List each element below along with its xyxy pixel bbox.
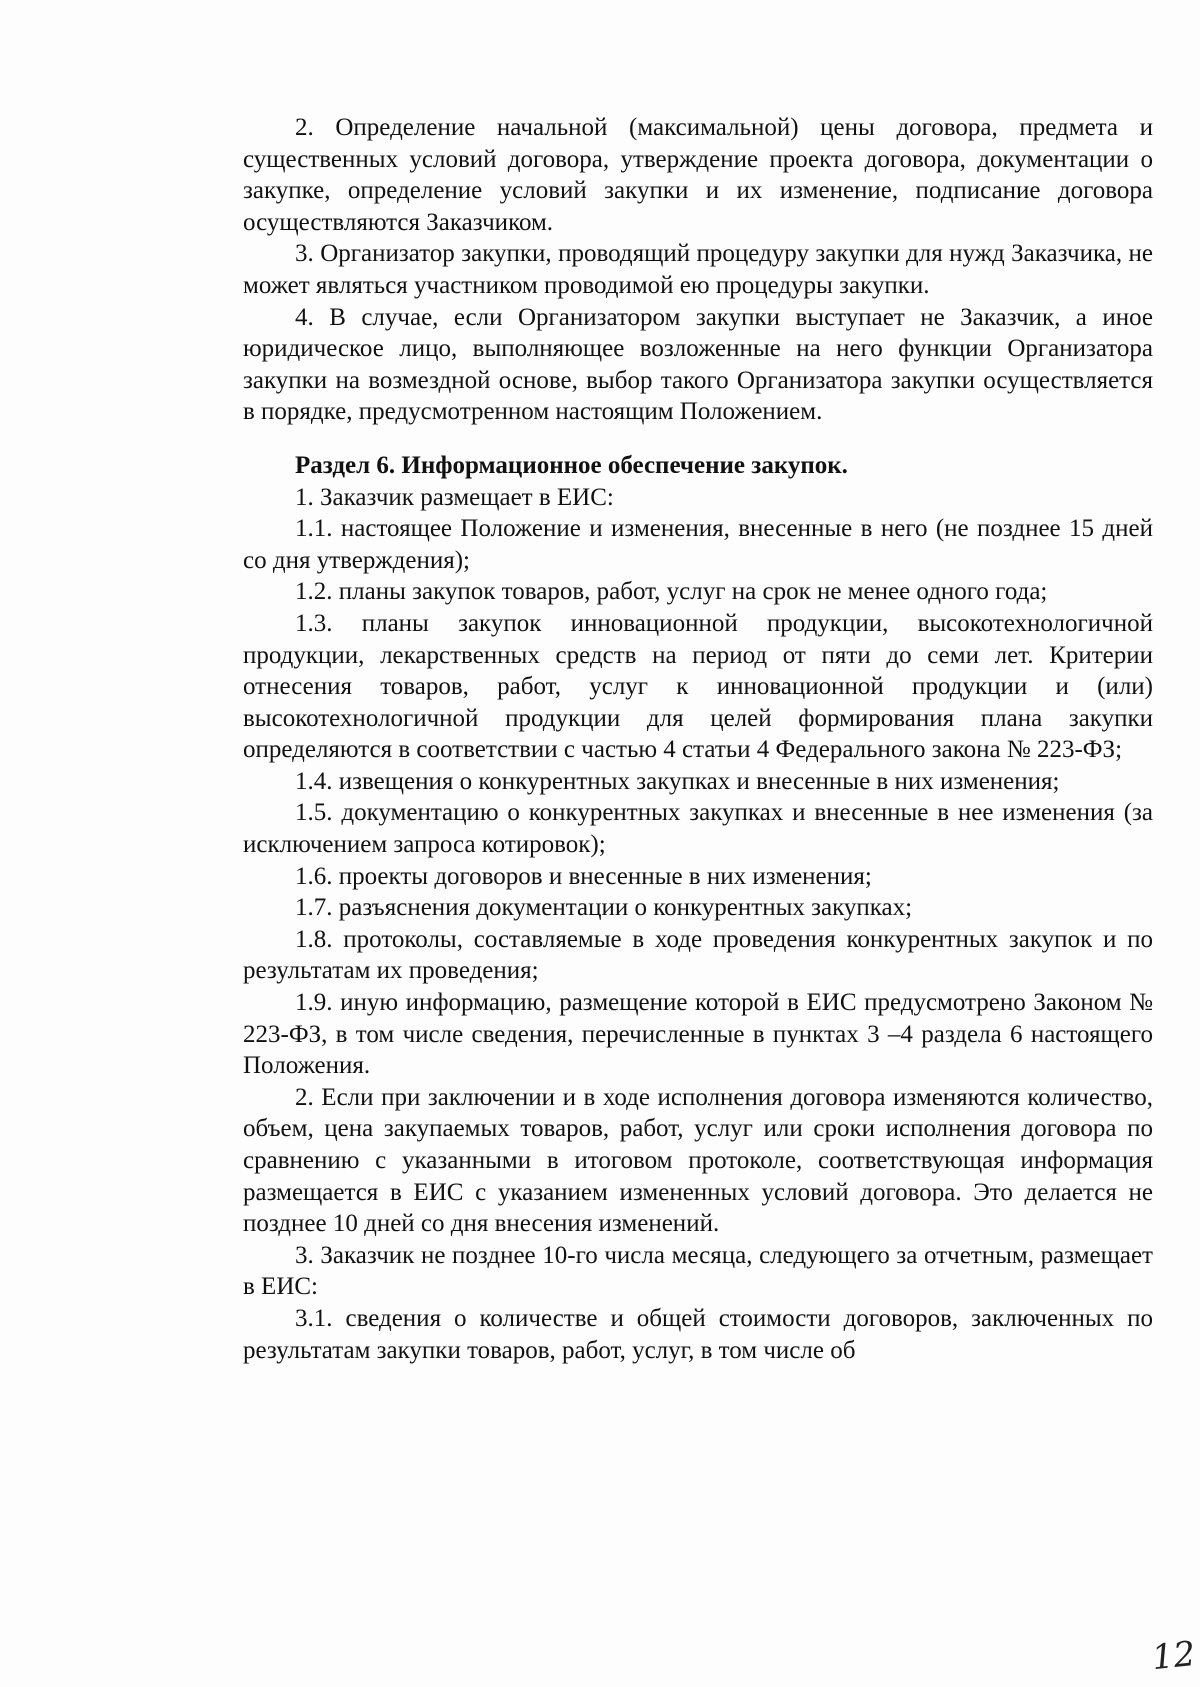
paragraph-s6-1-1: 1.1. настоящее Положение и изменения, внесенные в него (не позднее 15 дней со дня утверждения); (243, 515, 1153, 574)
paragraph-s6-1-2: 1.2. планы закупок товаров, работ, услуг на срок не менее одного года; (295, 578, 1048, 606)
paragraph-s6-1-3: 1.3. планы закупок инновационной продукции, высокотехнологичной продукции, лекарственных средств на период от пяти до семи лет. Критерии отнесения товаров, работ, услуг к инновационной продукции и (или) высокотехнологичной продукции для целей формирования плана закупки определяются в соответствии с частью 4 статьи 4 Федерального закона № 223-ФЗ; (243, 609, 1153, 764)
paragraph-s6-1: 1. Заказчик размещает в ЕИС: (295, 483, 614, 511)
paragraph-4: 4. В случае, если Организатором закупки выступает не Заказчик, а иное юридическое лицо, выполняющее возложенные на него функции Организатора закупки на возмездной основе, выбор такого Организатора закупки осуществляется в порядке, предусмотренном настоящим Положением. (243, 303, 1153, 426)
paragraph-s6-1-4: 1.4. извещения о конкурентных закупках и внесенные в них изменения; (295, 767, 1060, 795)
paragraph-s6-1-8: 1.8. протоколы, составляемые в ходе проведения конкурентных закупок и по результатам их проведения; (243, 925, 1153, 985)
handwritten-page-number: 12 (1150, 1633, 1198, 1679)
paragraph-s6-1-7: 1.7. разъяснения документации о конкурентных закупках; (295, 894, 913, 922)
section-heading: Раздел 6. Информационное обеспечение закупок. (295, 451, 848, 479)
paragraph-s6-1-5: 1.5. документацию о конкурентных закупках и внесенные в нее изменения (за исключением запроса котировок); (243, 799, 1153, 859)
paragraph-3: 3. Организатор закупки, проводящий процедуру закупки для нужд Заказчика, не может являться участником проводимой ею процедуры закупки. (243, 240, 1153, 299)
paragraph-2: 2. Определение начальной (максимальной) цены договора, предмета и существенных условий договора, утверждение проекта договора, документации о закупке, определение условий закупки и их изменение, подписание договора осуществляются Заказчиком. (243, 114, 1153, 236)
paragraph-s6-3-1: 3.1. сведения о количестве и общей стоимости договоров, заключенных по результатам закупки товаров, работ, услуг, в том числе об (243, 1304, 1153, 1364)
paragraph-s6-2: 2. Если при заключении и в ходе исполнения договора изменяются количество, объем, цена закупаемых товаров, работ, услуг или сроки исполнения договора по сравнению с указанными в итоговом протоколе, соответствующая информация размещается в ЕИС с указанием измененных условий договора. Это делается не позднее 10 дней со дня внесения изменений. (243, 1083, 1153, 1238)
paragraph-s6-3: 3. Заказчик не позднее 10-го числа месяца, следующего за отчетным, размещает в ЕИС: (243, 1241, 1153, 1301)
document-body (243, 112, 1153, 1366)
paragraph-s6-1-6: 1.6. проекты договоров и внесенные в них изменения; (295, 862, 872, 890)
paragraph-s6-1-9: 1.9. иную информацию, размещение которой в ЕИС предусмотрено Законом № 223-ФЗ, в том числе сведения, перечисленные в пунктах 3 –4 раздела 6 настоящего Положения. (243, 989, 1153, 1080)
